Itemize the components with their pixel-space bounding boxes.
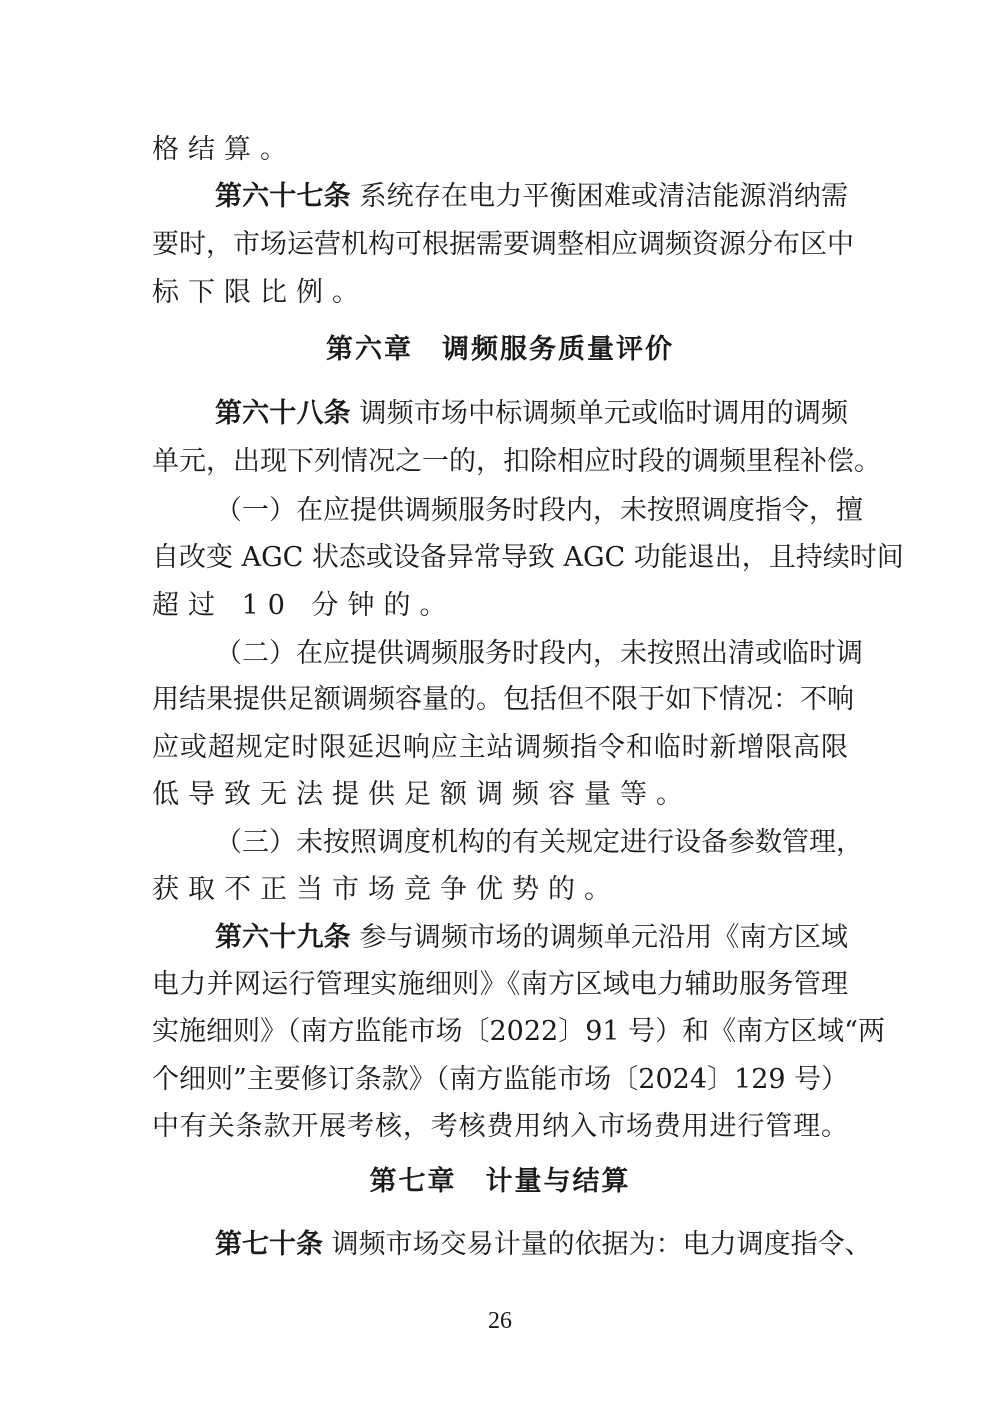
article-70-line xyxy=(215,1228,872,1262)
body-line: 超过 10 分钟的。 xyxy=(152,590,456,621)
body-line: 要时，市场运营机构可根据需要调整相应调频资源分布区中 xyxy=(152,229,854,260)
article-title: 第六十七条 xyxy=(215,181,351,212)
body-line: 单元，出现下列情况之一的，扣除相应时段的调频里程补偿。 xyxy=(152,446,881,477)
body-line: 个细则”主要修订条款》（南方监能市场〔2024〕129 号） xyxy=(152,1064,849,1095)
article-title: 第六十九条 xyxy=(215,922,351,953)
chapter-heading: 第六章 调频服务质量评价 xyxy=(326,334,674,365)
body-line: 自改变 AGC 状态或设备异常导致 AGC 功能退出，且持续时间 xyxy=(152,542,904,573)
body-line: 低导致无法提供足额调频容量等。 xyxy=(152,779,692,810)
body-line: （二）在应提供调频服务时段内，未按照出清或临时调 xyxy=(215,638,863,669)
article-title: 第七十条 xyxy=(215,1229,323,1260)
body-line: （三）未按照调度机构的有关规定进行设备参数管理， xyxy=(215,827,863,858)
body-line: 获取不正当市场竞争优势的。 xyxy=(152,874,620,905)
article-68-line xyxy=(215,397,848,431)
body-text: 参与调频市场的调频单元沿用《南方区域 xyxy=(350,922,848,953)
body-line: 中有关条款开展考核，考核费用纳入市场费用进行管理。 xyxy=(152,1111,848,1142)
page-number: 26 xyxy=(488,1308,512,1334)
article-69-line xyxy=(215,921,848,955)
body-line: 用结果提供足额调频容量的。包括但不限于如下情况：不响 xyxy=(152,684,854,715)
body-line: 格结算。 xyxy=(152,134,296,165)
article-title: 第六十八条 xyxy=(215,398,351,429)
article-67-line xyxy=(215,180,848,214)
chapter-heading: 第七章 计量与结算 xyxy=(369,1166,631,1197)
body-line: 电力并网运行管理实施细则》《南方区域电力辅助服务管理 xyxy=(152,969,848,1000)
body-text: 调频市场交易计量的依据为：电力调度指令、 xyxy=(323,1229,872,1260)
body-line: 实施细则》（南方监能市场〔2022〕91 号）和《南方区域“两 xyxy=(152,1016,885,1047)
body-line: 应或超规定时限延迟响应主站调频指令和临时新增限高限 xyxy=(152,732,848,763)
body-line: 标下限比例。 xyxy=(152,277,368,308)
body-text: 系统存在电力平衡困难或清洁能源消纳需 xyxy=(350,181,848,212)
body-line: （一）在应提供调频服务时段内，未按照调度指令，擅 xyxy=(215,495,863,526)
body-text: 调频市场中标调频单元或临时调用的调频 xyxy=(350,398,848,429)
